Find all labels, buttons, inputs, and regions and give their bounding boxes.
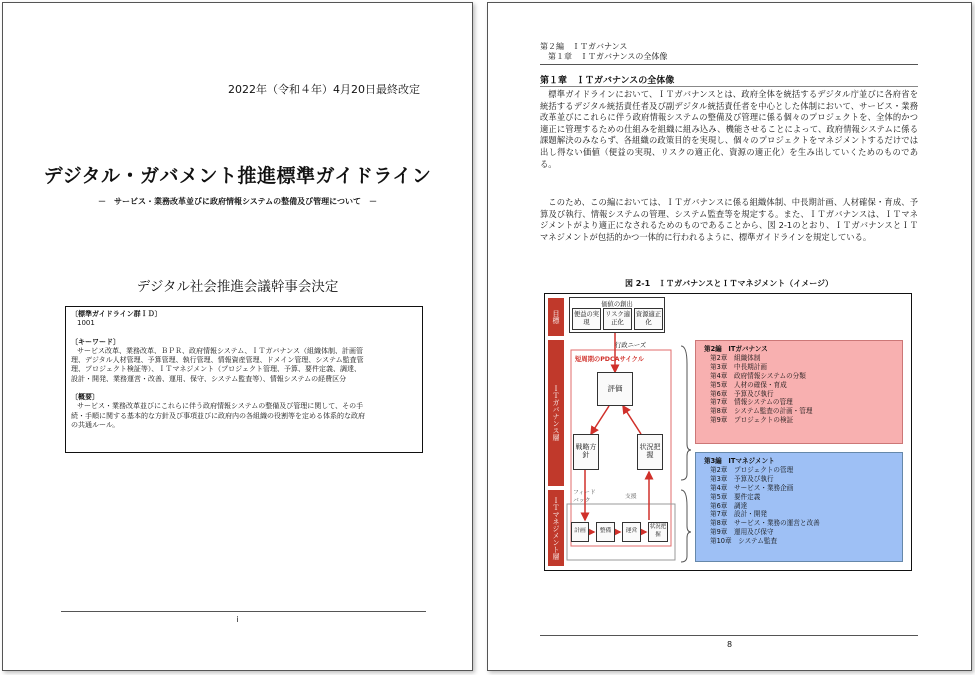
body-paragraph: 標準ガイドラインにおいて、ＩＴガバナンスとは、政府全体を統括するデジタル庁並びに各府省を統括するデジタル統括責任者及び副デジタル統括責任者を中心とした体制において、サービス・業務改革並びにこれらに伴う政府情報システムの整備及び管理に係る個々のプロジェクトを、全体的かつ適正に管理するための仕組みを組織に組み込み、機能させることによって、政府情報システムに係る課題解決のみならず、各組織の政策目的を実現し、個々のプロジェクトをマネジメントするだけでは出し得ない価値（便益の実現、リスクの適正化、資源の適正化）を生み出していくためのものである。: [540, 89, 918, 169]
admin-needs-label: 行政ニーズ: [615, 342, 647, 349]
mgmt-list-item: 第7章 設計・開発: [710, 510, 767, 519]
guideline-info-box: [65, 306, 423, 453]
feedback-label: バック: [573, 498, 591, 504]
strategy-box: 戦略方針: [573, 434, 599, 470]
running-header-part: 第２編 ＩＴガバナンス: [540, 42, 628, 51]
band-it-management: ＩＴマネジメント層: [548, 490, 564, 566]
chapter-title: 第１章 ＩＴガバナンスの全体像: [540, 76, 675, 86]
summary-line: サービス・業務改革並びにこれらに伴う政府情報システムの整備及び管理に関して、その手: [77, 402, 364, 411]
summary-heading: 〔概要〕: [71, 393, 99, 402]
mgmt-list-title: 第3編 ITマネジメント: [704, 457, 775, 465]
page-number: 8: [726, 640, 733, 649]
band-goal: 目標: [548, 298, 564, 336]
step-box: 整備: [596, 522, 615, 542]
revision-date: 2022年（令和４年）4月20日最終改定: [228, 83, 420, 96]
chapter-divider: [540, 86, 918, 87]
gov-list-item: 第5章 人材の確保・育成: [710, 380, 787, 389]
gov-list-item: 第2章 組織体制: [710, 353, 761, 362]
header-divider: [540, 64, 918, 65]
gov-list-item: 第4章 政府情報システムの分類: [710, 371, 806, 380]
mgmt-list-item: 第3章 予算及び執行: [710, 474, 774, 483]
gov-list-item: 第7章 情報システムの管理: [710, 398, 793, 407]
keywords-heading: 〔キーワード〕: [71, 337, 120, 346]
keywords-line: 理、プロジェクト検証等）、ＩＴマネジメント（プロジェクト管理、予算、要件定義、調達、: [71, 365, 362, 374]
it-management-chapter-list: [695, 452, 903, 562]
figure-caption: 図 2-1 ＩＴガバナンスとＩＴマネジメント（イメージ）: [624, 279, 834, 288]
mgmt-list-item: 第8章 サービス・業務の運営と改善: [710, 519, 820, 528]
gov-list-item: 第3章 中長期計画: [710, 362, 767, 371]
keywords-line: 理、デジタル人材管理、予算管理、執行管理、情報資産管理、ドメイン管理、システム監査管: [71, 356, 364, 365]
governance-figure: [544, 293, 912, 571]
page-number: i: [236, 615, 239, 624]
id-heading: 〔標準ガイドライン群ＩＤ〕: [71, 310, 162, 318]
it-governance-chapter-list: [695, 340, 903, 444]
support-label: 支援: [625, 494, 637, 500]
document-subtitle: － サービス・業務改革並びに政府情報システムの整備及び管理について －: [97, 197, 378, 206]
value-creation-label: 価値の創出: [601, 301, 633, 308]
value-item: 便益の実現: [572, 308, 601, 330]
step-box: 状況把握: [648, 522, 668, 542]
content-page: [487, 2, 972, 671]
footer-divider: [61, 611, 426, 612]
gov-list-item: 第8章 システム監査の計画・管理: [710, 407, 813, 416]
value-item: 資源適正化: [634, 308, 663, 330]
running-header-chapter: 第１章 ＩＴガバナンスの全体像: [548, 52, 668, 61]
summary-line: 続・手順に関する基本的な方針及び事項並びに政府内の各組織の役割等を定める体系的な政府: [71, 411, 365, 420]
value-item: リスク適正化: [603, 308, 632, 330]
cover-page: [2, 2, 473, 671]
mgmt-list-item: 第10章 システム監査: [710, 537, 778, 546]
decision-body: デジタル社会推進会議幹事会決定: [136, 279, 339, 295]
keywords-line: サービス改革、業務改革、ＢＰＲ、政府情報システム、ＩＴガバナンス（組織体制、計画管: [77, 346, 363, 355]
gov-list-title: 第2編 ITガバナンス: [704, 345, 768, 353]
mgmt-list-item: 第9章 運用及び保守: [710, 528, 774, 537]
body-paragraph: このため、この編においては、ＩＴガバナンスに係る組織体制、中長期計画、人材確保・育成、予算及び執行、情報システムの管理、システム監査等を規定する。また、ＩＴガバナンスは、ＩＴマネジメントがより適正になされるためのものであることから、図 2-1のとおり、ＩＴガバナンスとＩＴマネジメントが包括的かつ一体的に行われるように、標準ガイドラインを規定している。: [540, 197, 918, 242]
mgmt-list-item: 第6章 調達: [710, 501, 748, 510]
mgmt-list-item: 第2章 プロジェクトの管理: [710, 465, 794, 474]
feedback-label: フィード: [573, 490, 596, 496]
band-it-governance: ＩＴガバナンス層: [548, 340, 564, 486]
keywords-line: 設計・開発、業務運営・改善、運用、保守、システム監査等）、情報システムの経費区分: [71, 374, 347, 383]
id-value: 1001: [77, 319, 95, 328]
footer-divider: [540, 635, 918, 636]
mgmt-list-item: 第4章 サービス・業務企画: [710, 483, 794, 492]
status-box: 状況把握: [637, 434, 663, 470]
step-box: 計画: [571, 522, 589, 542]
summary-line: の共通ルール。: [71, 420, 120, 429]
document-title: デジタル・ガバメント推進標準ガイドライン: [43, 165, 432, 187]
gov-list-item: 第6章 予算及び執行: [710, 389, 774, 398]
evaluate-box: 評価: [597, 372, 633, 406]
mgmt-list-item: 第5章 要件定義: [710, 492, 761, 501]
step-box: 運営: [622, 522, 641, 542]
gov-list-item: 第9章 プロジェクトの検証: [710, 416, 794, 425]
pdca-cycle-label: 短周期のPDCAサイクル: [575, 356, 644, 363]
